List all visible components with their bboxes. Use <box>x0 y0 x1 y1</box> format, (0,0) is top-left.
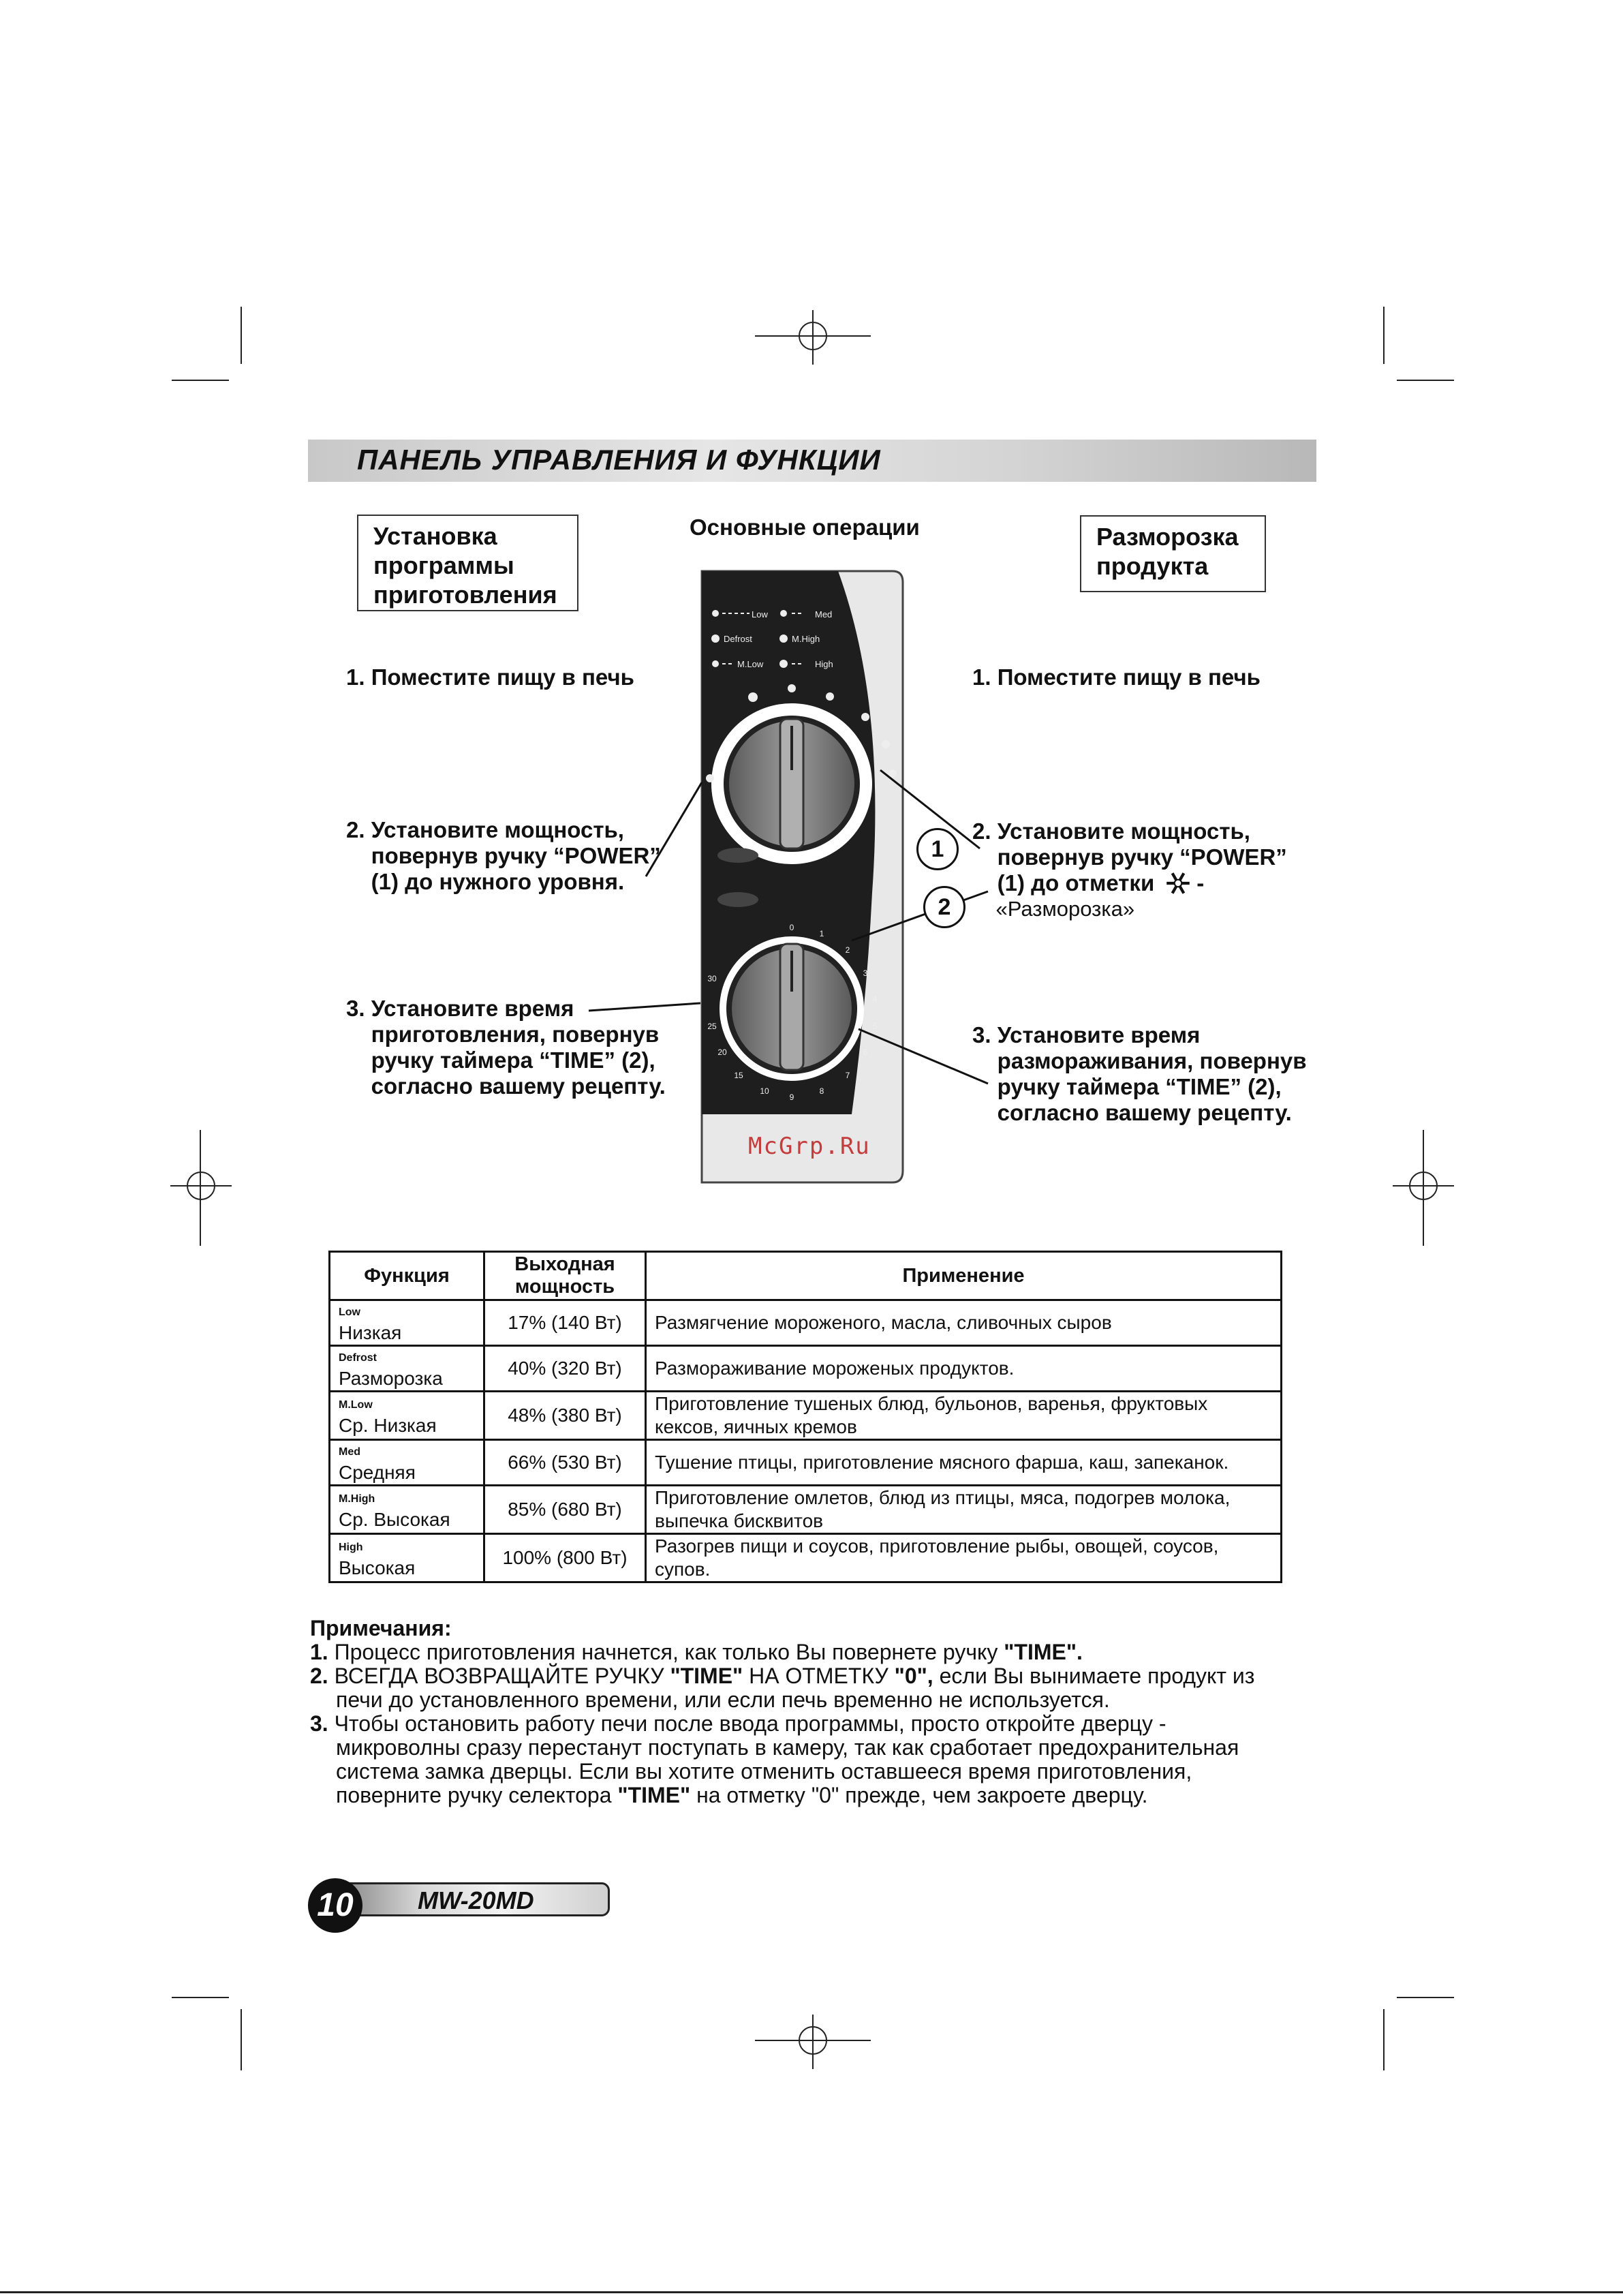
level-label: Defrost <box>339 1352 377 1364</box>
timer-tick: 1 <box>819 929 824 938</box>
center-title: Основные операции <box>690 515 920 540</box>
level-name: Высокая <box>339 1557 416 1578</box>
section-header <box>308 440 1316 482</box>
timer-tick: 20 <box>717 1047 727 1057</box>
mhigh-legend-icon <box>779 634 788 643</box>
leader-lines <box>579 736 1029 1145</box>
right-caption-line: Разморозка <box>1096 523 1239 551</box>
level-label: M.High <box>339 1493 375 1505</box>
right-step-2-line: повернув ручку “POWER” <box>972 844 1287 870</box>
timer-tick: 7 <box>845 1071 850 1080</box>
watermark: McGrp.Ru <box>748 1133 871 1160</box>
level-name: Разморозка <box>339 1368 443 1389</box>
header-function: Функция <box>330 1252 484 1300</box>
note-1: 1. Процесс приготовления начнется, как только Вы повернете ручку "TIME". <box>310 1640 1083 1664</box>
header-power: Выходная мощность <box>484 1252 646 1300</box>
page-number: 10 <box>308 1878 362 1933</box>
registration-mark-right <box>1393 1159 1454 1213</box>
left-caption-line: программы <box>373 551 514 579</box>
right-step-2-line: 2. Установите мощность, <box>972 818 1250 844</box>
crop-mark <box>241 2009 242 2070</box>
callout-2: 2 <box>923 886 965 928</box>
level-label: M.Low <box>339 1399 373 1411</box>
callout-1: 1 <box>916 828 959 870</box>
power-cell: 85% (680 Вт) <box>484 1486 646 1534</box>
defrost-snowflake-icon <box>1164 870 1192 896</box>
use-cell: Приготовление тушеных блюд, бульонов, варенья, фруктовых кексов, яичных кремов <box>646 1392 1282 1440</box>
timer-tick: 25 <box>707 1022 717 1031</box>
timer-tick: 5 <box>872 1022 878 1031</box>
low-legend-icon <box>712 610 719 617</box>
note-3-cont: поверните ручку селектора "TIME" на отметку "0" прежде, чем закроете дверцу. <box>336 1783 1148 1807</box>
legend-mlow: M.Low <box>737 659 764 669</box>
timer-tick: 6 <box>863 1047 868 1057</box>
table-row <box>330 1534 1282 1582</box>
med-legend-icon <box>780 610 787 617</box>
right-caption-box <box>1080 515 1266 592</box>
timer-tick: 30 <box>707 974 717 983</box>
use-cell: Размягчение мороженого, масла, сливочных сыров <box>646 1300 1282 1346</box>
note-2-cont: печи до установленного времени, или если печь временно не используется. <box>336 1687 1110 1712</box>
timer-tick: 8 <box>819 1086 824 1096</box>
notes-title: Примечания: <box>310 1616 452 1640</box>
notes-section <box>310 1617 1332 1807</box>
legend-defrost: Defrost <box>724 634 752 644</box>
power-cell: 48% (380 Вт) <box>484 1392 646 1440</box>
crop-mark <box>1397 1997 1454 1998</box>
left-step-2: 2. Установите мощность, повернув ручку “POWER” (1) до нужного уровня. <box>346 817 661 894</box>
crop-mark <box>172 1997 229 1998</box>
left-step-1: 1. Поместите пищу в печь <box>346 664 634 690</box>
timer-tick: 15 <box>734 1071 743 1080</box>
left-caption-box <box>357 515 578 611</box>
level-name: Низкая <box>339 1322 402 1343</box>
crop-mark <box>1383 307 1385 364</box>
bottom-rule <box>0 2291 1623 2293</box>
footer-model-bar <box>341 1882 610 1916</box>
right-step-3: 3. Установите время размораживания, повернув ручку таймера “TIME” (2), согласно вашему рецепту. <box>972 1022 1307 1125</box>
level-name: Ср. Высокая <box>339 1509 450 1530</box>
power-cell: 100% (800 Вт) <box>484 1534 646 1582</box>
crop-mark <box>1397 380 1454 381</box>
legend-low: Low <box>752 609 768 619</box>
high-legend-icon <box>779 660 788 668</box>
legend-high: High <box>815 659 833 669</box>
right-step-2-dash: - <box>1196 870 1205 896</box>
timer-tick: 0 <box>789 923 794 932</box>
legend-med: Med <box>815 609 833 619</box>
power-cell: 40% (320 Вт) <box>484 1346 646 1392</box>
legend-mhigh: M.High <box>792 634 820 644</box>
crop-mark <box>241 307 242 364</box>
power-levels-table <box>328 1251 1282 1583</box>
use-cell: Приготовление омлетов, блюд из птицы, мяса, подогрев молока, выпечка бисквитов <box>646 1486 1282 1534</box>
timer-tick: 10 <box>760 1086 769 1096</box>
header-use: Применение <box>646 1252 1282 1300</box>
timer-tick: 4 <box>872 994 878 1004</box>
note-3: 3. Чтобы остановить работу печи после ввода программы, просто откройте дверцу - <box>310 1711 1166 1736</box>
registration-mark-left <box>170 1159 232 1213</box>
crop-mark <box>172 380 229 381</box>
power-cell: 17% (140 Вт) <box>484 1300 646 1346</box>
level-label: Med <box>339 1446 360 1458</box>
left-step-3: 3. Установите время приготовления, повернув ручку таймера “TIME” (2), согласно вашему рецепту. <box>346 996 666 1099</box>
power-cell: 66% (530 Вт) <box>484 1440 646 1486</box>
left-caption-line: Установка <box>373 522 497 550</box>
left-caption-line: приготовления <box>373 581 557 609</box>
registration-mark-bottom <box>755 2015 871 2069</box>
timer-tick: 3 <box>863 968 868 978</box>
right-step-2-line: (1) до отметки <box>972 870 1155 896</box>
note-3-cont: микроволны сразу перестанут поступать в камеру, так как сработает предохранительная <box>336 1735 1239 1760</box>
level-label: High <box>339 1542 363 1553</box>
right-step-1: 1. Поместите пищу в печь <box>972 664 1261 690</box>
use-cell: Разогрев пищи и соусов, приготовление рыбы, овощей, соусов, супов. <box>646 1534 1282 1582</box>
crop-mark <box>1383 2009 1385 2070</box>
table-row <box>330 1486 1282 1534</box>
table-row <box>330 1440 1282 1486</box>
section-title: ПАНЕЛЬ УПРАВЛЕНИЯ И ФУНКЦИИ <box>357 444 881 476</box>
level-label: Low <box>339 1306 360 1318</box>
table-row <box>330 1300 1282 1346</box>
right-caption-line: продукта <box>1096 552 1209 580</box>
defrost-legend-icon <box>711 634 720 643</box>
note-2: 2. ВСЕГДА ВОЗВРАЩАЙТЕ РУЧКУ "TIME" НА ОТМЕТКУ "0", если Вы вынимаете продукт из <box>310 1664 1255 1688</box>
timer-tick: 9 <box>789 1092 794 1102</box>
right-step-2-line: «Разморозка» <box>972 897 1135 921</box>
note-3-cont: система замка дверцы. Если вы хотите отменить оставшееся время приготовления, <box>336 1759 1192 1784</box>
use-cell: Тушение птицы, приготовление мясного фарша, каш, запеканок. <box>646 1440 1282 1486</box>
registration-mark-top <box>755 310 871 365</box>
timer-tick: 2 <box>845 945 850 955</box>
mlow-legend-icon <box>712 660 719 667</box>
use-cell: Размораживание мороженых продуктов. <box>646 1346 1282 1392</box>
table-row <box>330 1392 1282 1440</box>
model-name: MW-20MD <box>418 1886 534 1914</box>
table-row <box>330 1346 1282 1392</box>
table-header-row <box>330 1252 1282 1300</box>
level-name: Средняя <box>339 1462 416 1483</box>
level-name: Ср. Низкая <box>339 1415 437 1436</box>
